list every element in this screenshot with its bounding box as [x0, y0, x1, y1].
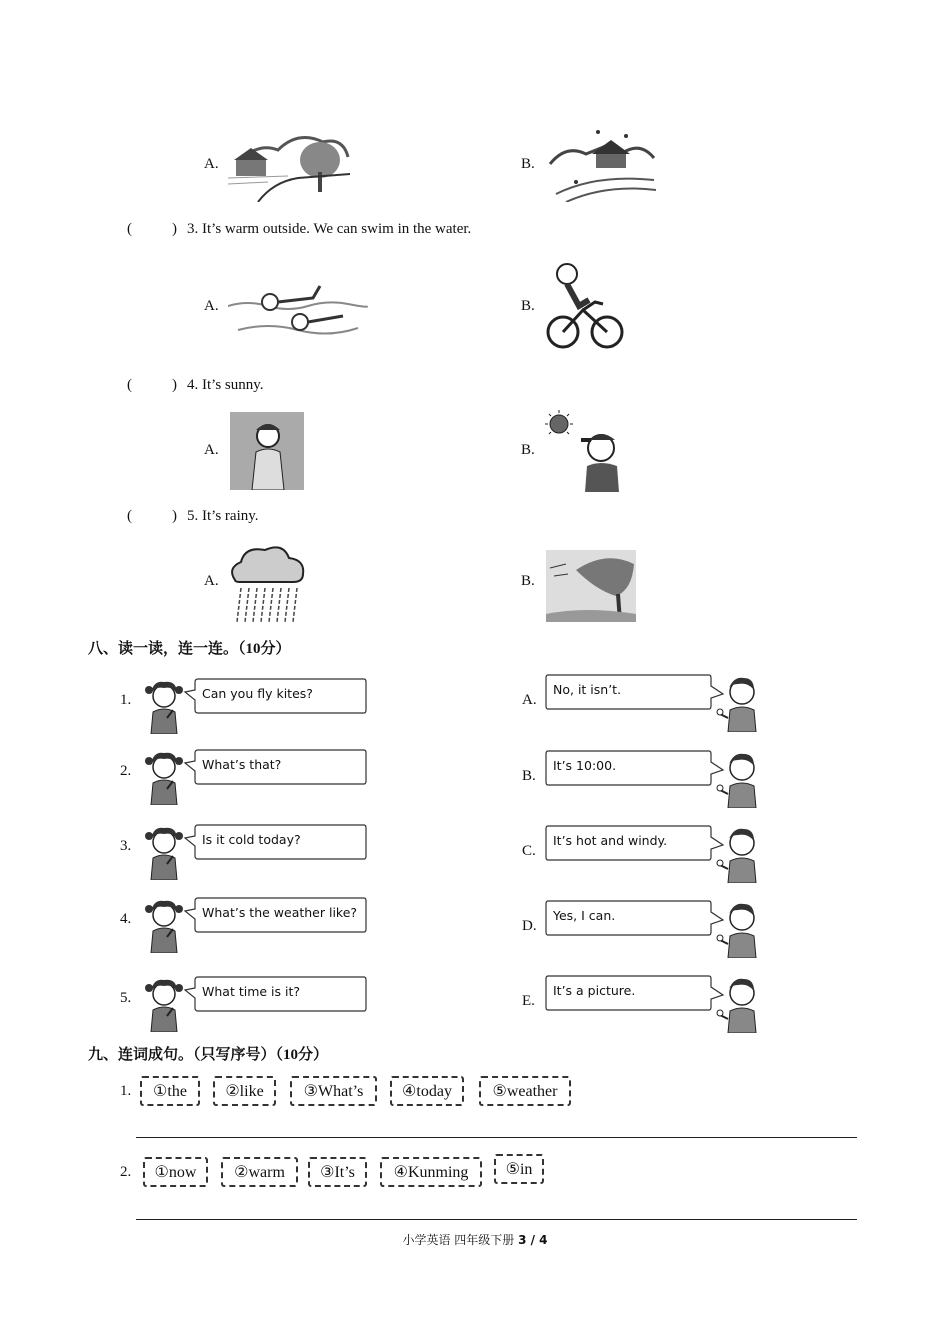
word-card: ⑤in [494, 1154, 544, 1184]
page-number: 3 / 4 [518, 1233, 548, 1247]
boy-icon [714, 900, 760, 958]
girl-icon [143, 824, 185, 880]
option-a-label: A. [204, 442, 219, 458]
word-card: ④today [390, 1076, 464, 1106]
option-b-label: B. [521, 573, 535, 589]
match-right-letter: C. [522, 843, 536, 859]
section-8-title: 八、读一读，连一连。（ [88, 639, 246, 657]
boy-icon [714, 674, 760, 732]
answer-bubble-text: It’s a picture. [553, 983, 636, 998]
footer-text: 小学英语 四年级下册 [402, 1233, 519, 1247]
match-right-letter: E. [522, 993, 535, 1009]
option-a-label: A. [204, 156, 219, 172]
windy-tree-picture [546, 550, 636, 622]
girl-icon [143, 976, 185, 1032]
sentence-1-number: 1. [120, 1083, 132, 1099]
section-9-score: 10 [283, 1047, 299, 1063]
page-footer [0, 1231, 950, 1248]
answer-bracket-close: ) [172, 377, 177, 393]
question-bubble-text: Is it cold today? [202, 832, 301, 847]
option-a-label: A. [204, 573, 219, 589]
question-3-text: 3. It’s warm outside. We can swim in the water. [187, 221, 472, 237]
cycling-picture [545, 262, 625, 352]
word-card: ①the [140, 1076, 200, 1106]
match-right-letter: A. [522, 692, 537, 708]
question-4-text: 4. It’s sunny. [187, 377, 264, 393]
countryside-picture [228, 122, 350, 202]
match-right-letter: B. [522, 768, 536, 784]
answer-bracket-close: ) [172, 221, 177, 237]
section-8-title-end: 分） [260, 639, 291, 657]
sunny-boy-picture [545, 410, 625, 492]
word-card: ②warm [221, 1157, 298, 1187]
option-b-label: B. [521, 298, 535, 314]
answer-bracket-open: ( [127, 377, 132, 393]
word-card: ①now [143, 1157, 208, 1187]
word-card: ③What’s [290, 1076, 377, 1106]
match-left-number: 5. [120, 990, 132, 1006]
answer-bubble-text: It’s 10:00. [553, 758, 617, 773]
option-b-label: B. [521, 442, 535, 458]
windy-village-picture [546, 124, 658, 202]
question-bubble-text: What time is it? [202, 984, 300, 999]
section-8-score: 10 [245, 641, 261, 657]
section-9-title-end: 分） [298, 1045, 329, 1063]
question-bubble-text: Can you fly kites? [202, 686, 313, 701]
match-left-number: 1. [120, 692, 132, 708]
match-left-number: 3. [120, 838, 132, 854]
answer-line-1[interactable] [136, 1137, 857, 1138]
answer-bracket-close: ) [172, 508, 177, 524]
answer-bubble-text: It’s hot and windy. [553, 833, 668, 848]
answer-bubble-text: No, it isn’t. [553, 682, 622, 697]
question-bubble-text: What’s the weather like? [202, 905, 358, 920]
answer-line-2[interactable] [136, 1219, 857, 1220]
rain-cloud-picture [227, 542, 307, 624]
match-right-letter: D. [522, 918, 537, 934]
word-card: ⑤weather [479, 1076, 571, 1106]
word-card: ②like [213, 1076, 276, 1106]
section-8-heading [88, 637, 291, 658]
cold-girl-picture [230, 412, 304, 490]
option-b-label: B. [521, 156, 535, 172]
sentence-2-number: 2. [120, 1164, 132, 1180]
word-card: ④Kunming [380, 1157, 482, 1187]
match-left-number: 4. [120, 911, 132, 927]
question-bubble-text: What’s that? [202, 757, 282, 772]
boy-icon [714, 825, 760, 883]
swimming-picture [228, 276, 368, 338]
option-a-label: A. [204, 298, 219, 314]
girl-icon [143, 678, 185, 734]
answer-bracket-open: ( [127, 221, 132, 237]
section-9-title: 九、连词成句。（只写序号）（ [88, 1045, 284, 1063]
section-9-heading [88, 1043, 328, 1064]
word-card: ③It’s [308, 1157, 367, 1187]
girl-icon [143, 897, 185, 953]
answer-bracket-open: ( [127, 508, 132, 524]
girl-icon [143, 749, 185, 805]
match-left-number: 2. [120, 763, 132, 779]
question-5-text: 5. It’s rainy. [187, 508, 259, 524]
boy-icon [714, 975, 760, 1033]
boy-icon [714, 750, 760, 808]
answer-bubble-text: Yes, I can. [553, 908, 616, 923]
